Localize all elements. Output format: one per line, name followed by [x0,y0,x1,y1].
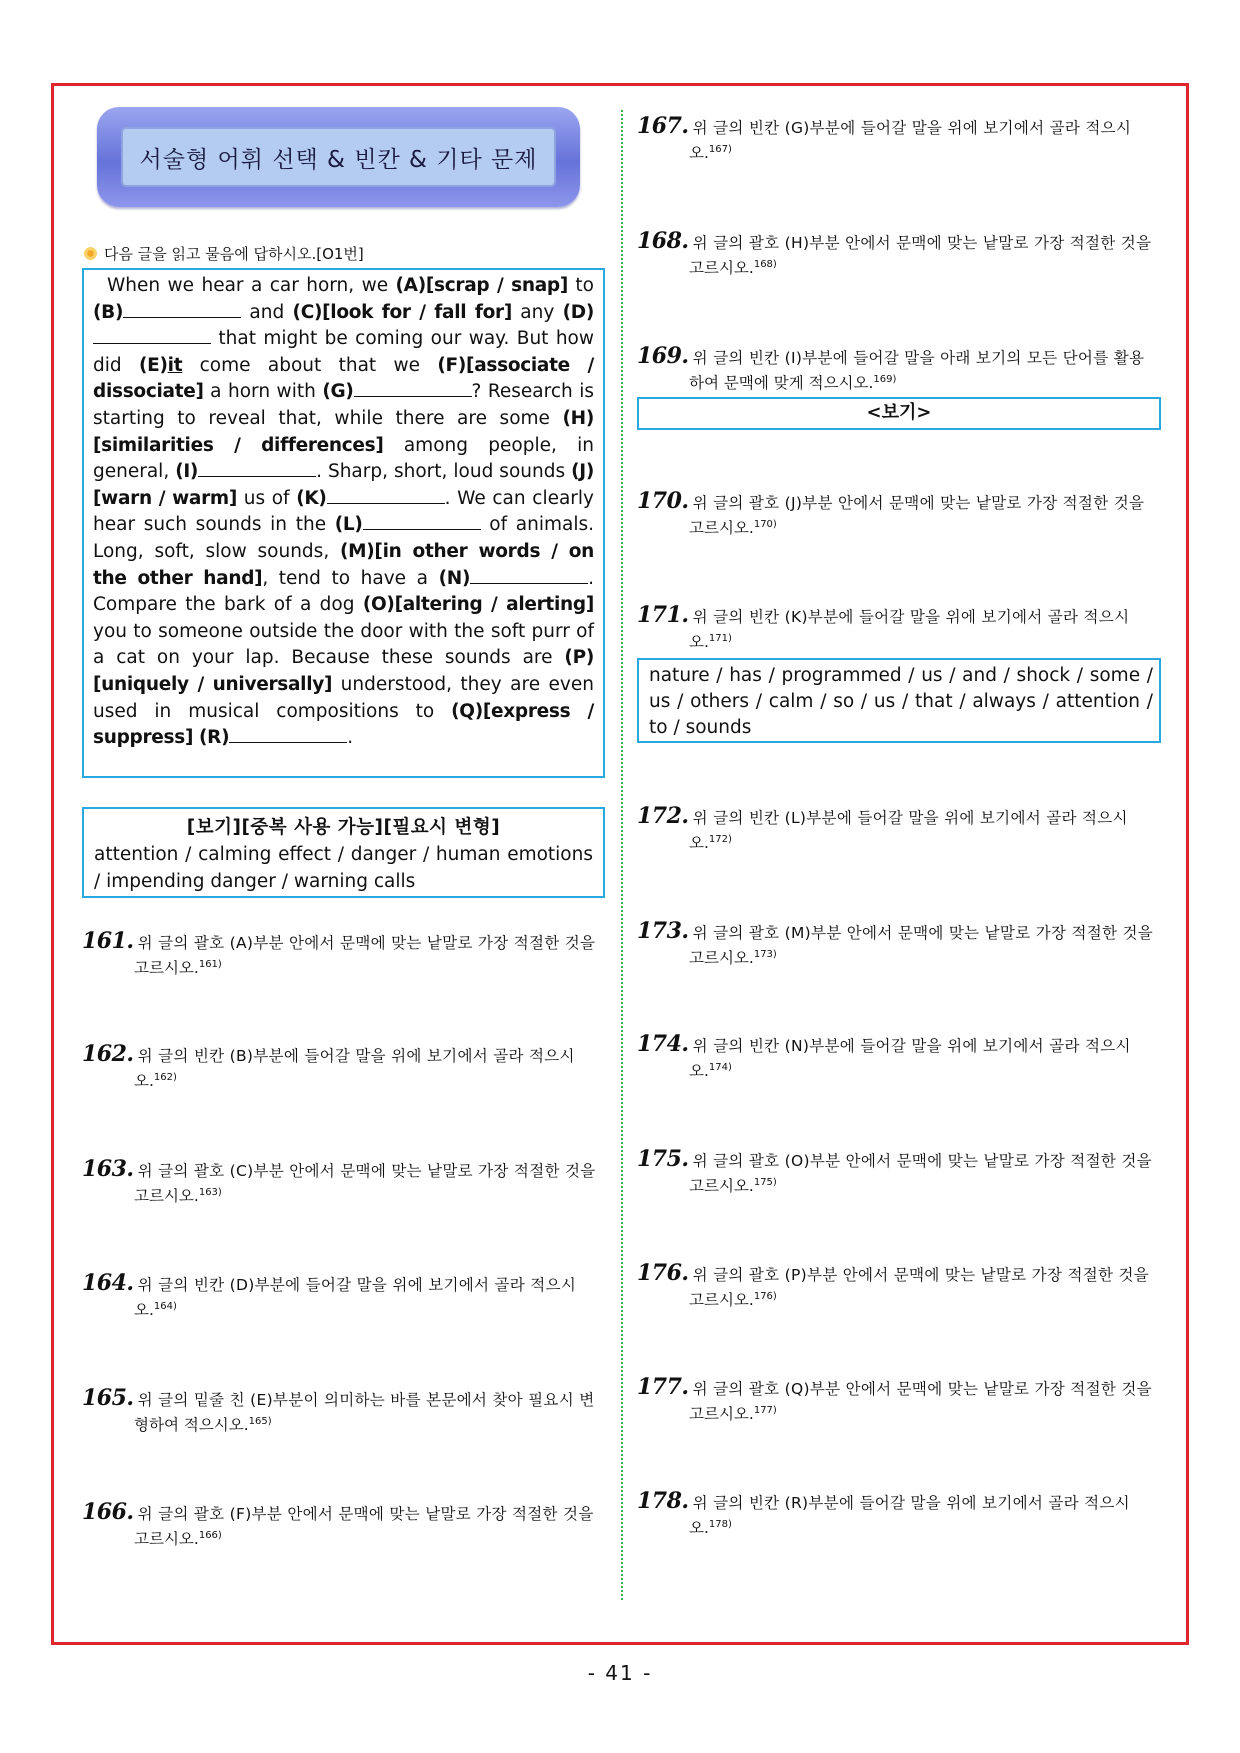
question-text: 위 글의 빈칸 (R)부분에 들어갈 말을 위에 보기에서 골라 적으시 [692,1494,1130,1512]
question-item [82,1043,607,1092]
footnote-ref: 167) [708,144,732,155]
question-item [637,115,1162,164]
question-number: 169. [637,343,689,369]
question-text: 위 글의 밑줄 친 (E)부분이 의미하는 바를 본문에서 찾아 필요시 변 [137,1391,595,1409]
question-number: 166. [82,1499,134,1525]
question-text: 위 글의 괄호 (C)부분 안에서 문맥에 맞는 낱말로 가장 적절한 것을 [137,1162,596,1180]
footnote-ref: 173) [753,949,777,960]
question-text-cont: 고르시오. [134,1530,199,1549]
directions [82,243,364,264]
question-text: 위 글의 빈칸 (G)부분에 들어갈 말을 위에 보기에서 골라 적으시 [692,119,1132,137]
question-text-cont: 고르시오. [689,1291,754,1310]
question-text-cont: 고르시오. [689,519,754,538]
question-text: 위 글의 빈칸 (I)부분에 들어갈 말을 아래 보기의 모든 단어를 활용 [692,349,1145,367]
flower-bullet-icon [82,245,99,262]
reading-passage [82,268,605,778]
question-text-cont: 고르시오. [689,949,754,968]
question-text: 위 글의 괄호 (J)부분 안에서 문맥에 맞는 낱말로 가장 적절한 것을 [692,494,1145,512]
question-item [637,604,1162,653]
footnote-ref: 165) [248,1416,272,1427]
word-bank [82,807,605,898]
passage-text: When we hear a car horn, we (A)[scrap / snap] to (B) and (C)[look for / fall for] any (D) that might be coming our way. But how did (E)it come about that we (F)[associate / dissociate] a horn with (G) ? Research is starting to reveal that, while there are some (H)[similarities / differences] among people, in general, (I) . Sharp, short, loud sounds (J)[warn / warm] us of (K) . We can clearly hear such sounds in the (L) of animals. Long, soft, slow sounds, (M)[in other words / on the other hand], tend to have a (N) . Compare the bark of a dog (O)[altering / alerting] you to someone outside the door with the soft purr of a cat on your lap. Because these sounds are (P)[uniquely / universally] understood, they are even used in musical compositions to (Q)[express / suppress] (R) . [93,275,595,749]
question-item [637,1490,1162,1539]
directions-text: 다음 글을 읽고 물음에 답하시오.[O1번] [104,245,364,263]
question-item [82,1158,607,1207]
word-bank-words: attention / calming effect / danger / human emotions / impending danger / warning calls [94,844,593,892]
question-text-cont: 하여 문맥에 맞게 적으시오. [689,374,874,393]
footnote-ref: 161) [198,959,222,970]
question-number: 164. [82,1270,134,1296]
question-item [637,1376,1162,1425]
question-number: 174. [637,1031,689,1057]
question-text: 위 글의 빈칸 (B)부분에 들어갈 말을 위에 보기에서 골라 적으시 [137,1047,575,1065]
question-item [637,345,1162,394]
question-item [82,1501,607,1550]
question-number: 172. [637,803,689,829]
footnote-ref: 169) [873,374,897,385]
question-text-cont: 오. [134,1301,154,1320]
bogi-box-169: <보기> [637,397,1161,430]
question-text: 위 글의 괄호 (P)부분 안에서 문맥에 맞는 낱말로 가장 적절한 것을 [692,1266,1150,1284]
question-number: 162. [82,1041,134,1067]
question-item [637,1262,1162,1311]
question-text: 위 글의 빈칸 (L)부분에 들어갈 말을 위에 보기에서 골라 적으시 [692,809,1128,827]
question-number: 177. [637,1374,689,1400]
page-number: - 41 - [587,1661,653,1685]
question-number: 163. [82,1156,134,1182]
question-number: 176. [637,1260,689,1286]
question-text: 위 글의 괄호 (O)부분 안에서 문맥에 맞는 낱말로 가장 적절한 것을 [692,1152,1152,1170]
question-item [637,490,1162,539]
question-text-cont: 고르시오. [134,1187,199,1206]
question-text-cont: 오. [689,1062,709,1081]
question-text-cont: 고르시오. [689,1405,754,1424]
question-text: 위 글의 괄호 (M)부분 안에서 문맥에 맞는 낱말로 가장 적절한 것을 [692,924,1154,942]
footnote-ref: 172) [708,834,732,845]
footnote-ref: 166) [198,1530,222,1541]
footnote-ref: 174) [708,1062,732,1073]
question-text: 위 글의 괄호 (H)부분 안에서 문맥에 맞는 낱말로 가장 적절한 것을 [692,234,1152,252]
question-number: 173. [637,918,689,944]
question-text-cont: 오. [689,144,709,163]
question-number: 161. [82,928,134,954]
footnote-ref: 176) [753,1291,777,1302]
question-text-cont: 고르시오. [689,1177,754,1196]
question-item [637,920,1162,969]
question-text: 위 글의 빈칸 (N)부분에 들어갈 말을 위에 보기에서 골라 적으시 [692,1037,1131,1055]
question-text: 위 글의 빈칸 (D)부분에 들어갈 말을 위에 보기에서 골라 적으시 [137,1276,577,1294]
question-text: 위 글의 괄호 (Q)부분 안에서 문맥에 맞는 낱말로 가장 적절한 것을 [692,1380,1152,1398]
footnote-ref: 164) [153,1301,177,1312]
footnote-ref: 168) [753,259,777,270]
question-number: 178. [637,1488,689,1514]
question-text: 위 글의 괄호 (A)부분 안에서 문맥에 맞는 낱말로 가장 적절한 것을 [137,934,596,952]
question-item [82,1272,607,1321]
question-text-cont: 고르시오. [134,959,199,978]
question-text-cont: 고르시오. [689,259,754,278]
question-item [82,1387,607,1436]
section-title: 서술형 어휘 선택 & 빈칸 & 기타 문제 [121,127,556,187]
footnote-ref: 178) [708,1519,732,1530]
footnote-ref: 175) [753,1177,777,1188]
question-item [637,1148,1162,1197]
footnote-ref: 177) [753,1405,777,1416]
question-item [637,230,1162,279]
question-number: 167. [637,113,689,139]
question-number: 170. [637,488,689,514]
question-text-cont: 오. [689,1519,709,1538]
question-item [82,930,607,979]
question-item [637,805,1162,854]
question-text-cont: 오. [689,633,709,652]
question-number: 171. [637,602,689,628]
question-text-cont: 오. [689,834,709,853]
footnote-ref: 162) [153,1072,177,1083]
question-text: 위 글의 빈칸 (K)부분에 들어갈 말을 위에 보기에서 골라 적으시 [692,608,1130,626]
footnote-ref: 170) [753,519,777,530]
footnote-ref: 171) [708,633,732,644]
question-number: 165. [82,1385,134,1411]
column-divider [621,110,623,1600]
question-number: 175. [637,1146,689,1172]
question-text-cont: 형하여 적으시오. [134,1416,249,1435]
question-item [637,1033,1162,1082]
footnote-ref: 163) [198,1187,222,1198]
word-box-171: nature / has / programmed / us / and / shock / some / us / others / calm / so / us / that / always / attention / to / sounds [637,658,1161,743]
word-bank-title: [보기][중복 사용 가능][필요시 변형] [186,817,501,838]
question-text: 위 글의 괄호 (F)부분 안에서 문맥에 맞는 낱말로 가장 적절한 것을 [137,1505,594,1523]
question-text-cont: 오. [134,1072,154,1091]
question-number: 168. [637,228,689,254]
